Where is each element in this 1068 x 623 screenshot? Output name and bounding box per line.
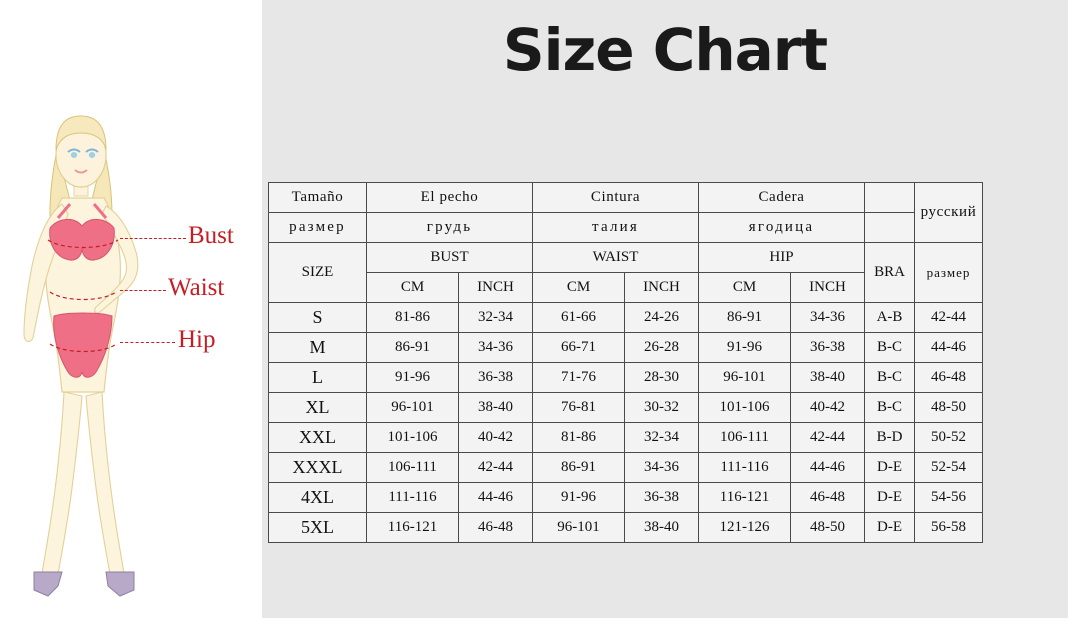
cell-hip-inch: 40-42 xyxy=(791,393,865,423)
cell-bra: B-C xyxy=(865,363,915,393)
cell-bust-inch: 38-40 xyxy=(459,393,533,423)
table-header-row-spanish xyxy=(269,183,983,213)
cell-waist-inch: 38-40 xyxy=(625,513,699,543)
cell-hip-inch: 42-44 xyxy=(791,423,865,453)
page-title: Size Chart xyxy=(502,16,828,84)
cell-bust-inch: 44-46 xyxy=(459,483,533,513)
cell-ru: 46-48 xyxy=(915,363,983,393)
cell-bust-cm: 81-86 xyxy=(367,303,459,333)
table-row xyxy=(269,333,983,363)
cell-waist-inch: 34-36 xyxy=(625,453,699,483)
cell-bust-inch: 46-48 xyxy=(459,513,533,543)
unit-hip-cm: CM xyxy=(699,273,791,303)
cell-bust-cm: 91-96 xyxy=(367,363,459,393)
header-bra-blank-top xyxy=(865,183,915,213)
cell-ru: 48-50 xyxy=(915,393,983,423)
table-row xyxy=(269,303,983,333)
unit-hip-inch: INCH xyxy=(791,273,865,303)
cell-bust-inch: 42-44 xyxy=(459,453,533,483)
header-bust-es: El pecho xyxy=(367,183,533,213)
waist-leader-line xyxy=(120,290,166,291)
cell-hip-cm: 111-116 xyxy=(699,453,791,483)
cell-bust-cm: 111-116 xyxy=(367,483,459,513)
cell-waist-cm: 61-66 xyxy=(533,303,625,333)
cell-bust-inch: 36-38 xyxy=(459,363,533,393)
callout-bust: Bust xyxy=(188,222,234,249)
cell-hip-inch: 38-40 xyxy=(791,363,865,393)
cell-waist-cm: 71-76 xyxy=(533,363,625,393)
table-row xyxy=(269,483,983,513)
unit-bust-cm: CM xyxy=(367,273,459,303)
table-row xyxy=(269,513,983,543)
cell-waist-cm: 76-81 xyxy=(533,393,625,423)
cell-hip-cm: 116-121 xyxy=(699,483,791,513)
cell-ru: 42-44 xyxy=(915,303,983,333)
cell-bra: B-C xyxy=(865,333,915,363)
header-hip-es: Cadera xyxy=(699,183,865,213)
cell-bust-cm: 116-121 xyxy=(367,513,459,543)
size-chart-table xyxy=(268,182,983,543)
cell-hip-cm: 86-91 xyxy=(699,303,791,333)
cell-ru: 44-46 xyxy=(915,333,983,363)
cell-size: 4XL xyxy=(269,483,367,513)
size-table-container xyxy=(268,182,983,543)
header-hip-ru: ягодица xyxy=(699,213,865,243)
cell-waist-inch: 36-38 xyxy=(625,483,699,513)
cell-hip-inch: 46-48 xyxy=(791,483,865,513)
cell-bra: D-E xyxy=(865,513,915,543)
header-waist-en: WAIST xyxy=(533,243,699,273)
cell-hip-cm: 101-106 xyxy=(699,393,791,423)
cell-waist-inch: 30-32 xyxy=(625,393,699,423)
cell-bust-cm: 96-101 xyxy=(367,393,459,423)
unit-bust-inch: INCH xyxy=(459,273,533,303)
hip-leader-line xyxy=(120,342,175,343)
cell-bust-cm: 106-111 xyxy=(367,453,459,483)
cell-waist-inch: 28-30 xyxy=(625,363,699,393)
header-bust-en: BUST xyxy=(367,243,533,273)
cell-hip-inch: 36-38 xyxy=(791,333,865,363)
cell-bra: B-C xyxy=(865,393,915,423)
cell-hip-cm: 91-96 xyxy=(699,333,791,363)
header-size-es: Tamaño xyxy=(269,183,367,213)
unit-waist-cm: CM xyxy=(533,273,625,303)
unit-waist-inch: INCH xyxy=(625,273,699,303)
cell-size: S xyxy=(269,303,367,333)
cell-size: 5XL xyxy=(269,513,367,543)
header-size-en: SIZE xyxy=(269,243,367,303)
header-bra-en: BRA xyxy=(865,243,915,303)
header-bra-blank-mid xyxy=(865,213,915,243)
cell-waist-inch: 26-28 xyxy=(625,333,699,363)
cell-waist-cm: 91-96 xyxy=(533,483,625,513)
cell-waist-cm: 96-101 xyxy=(533,513,625,543)
header-hip-en: HIP xyxy=(699,243,865,273)
cell-waist-cm: 86-91 xyxy=(533,453,625,483)
cell-bra: B-D xyxy=(865,423,915,453)
cell-waist-inch: 24-26 xyxy=(625,303,699,333)
table-row xyxy=(269,423,983,453)
table-row xyxy=(269,363,983,393)
cell-ru: 54-56 xyxy=(915,483,983,513)
cell-ru: 52-54 xyxy=(915,453,983,483)
cell-bra: A-B xyxy=(865,303,915,333)
header-bust-ru: грудь xyxy=(367,213,533,243)
cell-bra: D-E xyxy=(865,453,915,483)
callout-waist: Waist xyxy=(168,274,225,301)
cell-bust-inch: 32-34 xyxy=(459,303,533,333)
cell-size: M xyxy=(269,333,367,363)
bust-leader-line xyxy=(120,238,186,239)
measurement-callouts xyxy=(120,0,262,618)
header-size-ru: размер xyxy=(269,213,367,243)
callout-hip: Hip xyxy=(178,326,216,353)
cell-hip-cm: 96-101 xyxy=(699,363,791,393)
cell-waist-cm: 81-86 xyxy=(533,423,625,453)
cell-bra: D-E xyxy=(865,483,915,513)
header-russian-size: размер xyxy=(915,243,983,303)
cell-hip-inch: 48-50 xyxy=(791,513,865,543)
cell-size: XXL xyxy=(269,423,367,453)
table-row xyxy=(269,393,983,423)
cell-size: XL xyxy=(269,393,367,423)
cell-waist-cm: 66-71 xyxy=(533,333,625,363)
cell-bust-cm: 101-106 xyxy=(367,423,459,453)
cell-ru: 50-52 xyxy=(915,423,983,453)
header-waist-ru: талия xyxy=(533,213,699,243)
cell-hip-inch: 44-46 xyxy=(791,453,865,483)
cell-hip-inch: 34-36 xyxy=(791,303,865,333)
cell-bust-cm: 86-91 xyxy=(367,333,459,363)
table-row xyxy=(269,453,983,483)
cell-hip-cm: 106-111 xyxy=(699,423,791,453)
cell-waist-inch: 32-34 xyxy=(625,423,699,453)
table-header-row-russian xyxy=(269,213,983,243)
header-russian-label: русский xyxy=(915,183,983,243)
cell-ru: 56-58 xyxy=(915,513,983,543)
cell-size: L xyxy=(269,363,367,393)
cell-size: XXXL xyxy=(269,453,367,483)
header-waist-es: Cintura xyxy=(533,183,699,213)
cell-hip-cm: 121-126 xyxy=(699,513,791,543)
table-header-row-english xyxy=(269,243,983,273)
cell-bust-inch: 34-36 xyxy=(459,333,533,363)
cell-bust-inch: 40-42 xyxy=(459,423,533,453)
